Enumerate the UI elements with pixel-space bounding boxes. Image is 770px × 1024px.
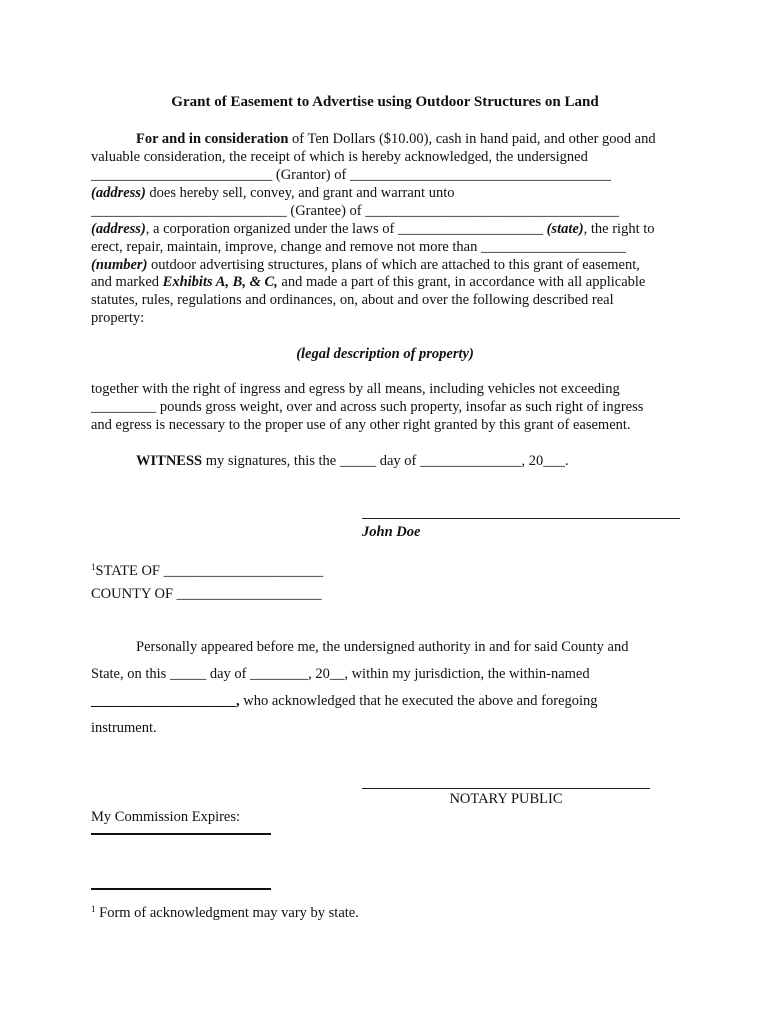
body-line-6: (address), a corporation organized under the laws of ____________________ (state), the right to (91, 221, 655, 237)
body-line-4: (address) does hereby sell, convey, and grant and warrant unto (91, 185, 455, 201)
body-line-1: For and in consideration of Ten Dollars ($10.00), cash in hand paid, and other good and (136, 131, 656, 147)
ack-line-1: Personally appeared before me, the undersigned authority in and for said County and (136, 639, 629, 655)
ingress-line-2: _________ pounds gross weight, over and across such property, insofar as such right of ingress (91, 399, 644, 415)
signer-name: John Doe (362, 524, 421, 540)
body-line-11: property: (91, 310, 145, 326)
state-of-line: $^1$STATE OF ______________________ (91, 562, 324, 579)
body-line-8: (number) outdoor advertising structures, plans of which are attached to this grant of easement, (91, 257, 640, 273)
grantor-line: _________________________ (Grantor) of ____________________________________ (91, 167, 611, 183)
signature-line (362, 518, 680, 519)
ingress-line-1: together with the right of ingress and egress by all means, including vehicles not exceeding (91, 381, 620, 397)
commission-expires-label: My Commission Expires: (91, 809, 241, 825)
legal-description-heading: (legal description of property) (296, 346, 474, 362)
footnote: $^1$ Form of acknowledgment may vary by state. (91, 904, 359, 921)
notary-public-label: NOTARY PUBLIC (449, 791, 563, 807)
grantee-line: ___________________________ (Grantee) of ___________________________________ (91, 203, 619, 219)
county-of-line: COUNTY OF ____________________ (91, 586, 322, 602)
body-line-7: erect, repair, maintain, improve, change and remove not more than ____________________ (91, 239, 626, 255)
body-line-10: statutes, rules, regulations and ordinances, on, about and over the following described real (91, 292, 614, 308)
ack-line-4: instrument. (91, 720, 157, 736)
witness-line: WITNESS my signatures, this the _____ day of ______________, 20___. (136, 453, 569, 469)
body-line-9: and marked Exhibits A, B, & C, and made a part of this grant, in accordance with all applicable (91, 274, 646, 290)
ack-line-3: ____________________, who acknowledged that he executed the above and foregoing (91, 693, 598, 709)
ack-line-2: State, on this _____ day of ________, 20__, within my jurisdiction, the within-named (91, 666, 590, 682)
footnote-separator (91, 888, 271, 890)
ingress-line-3: and egress is necessary to the proper use of any other right granted by this grant of easement. (91, 417, 631, 433)
body-line-2: valuable consideration, the receipt of which is hereby acknowledged, the undersigned (91, 149, 588, 165)
footnote-reference: 1 (91, 562, 96, 572)
document-title: Grant of Easement to Advertise using Outdoor Structures on Land (171, 94, 599, 110)
commission-expires-line (91, 833, 271, 835)
notary-signature-line (362, 788, 650, 789)
